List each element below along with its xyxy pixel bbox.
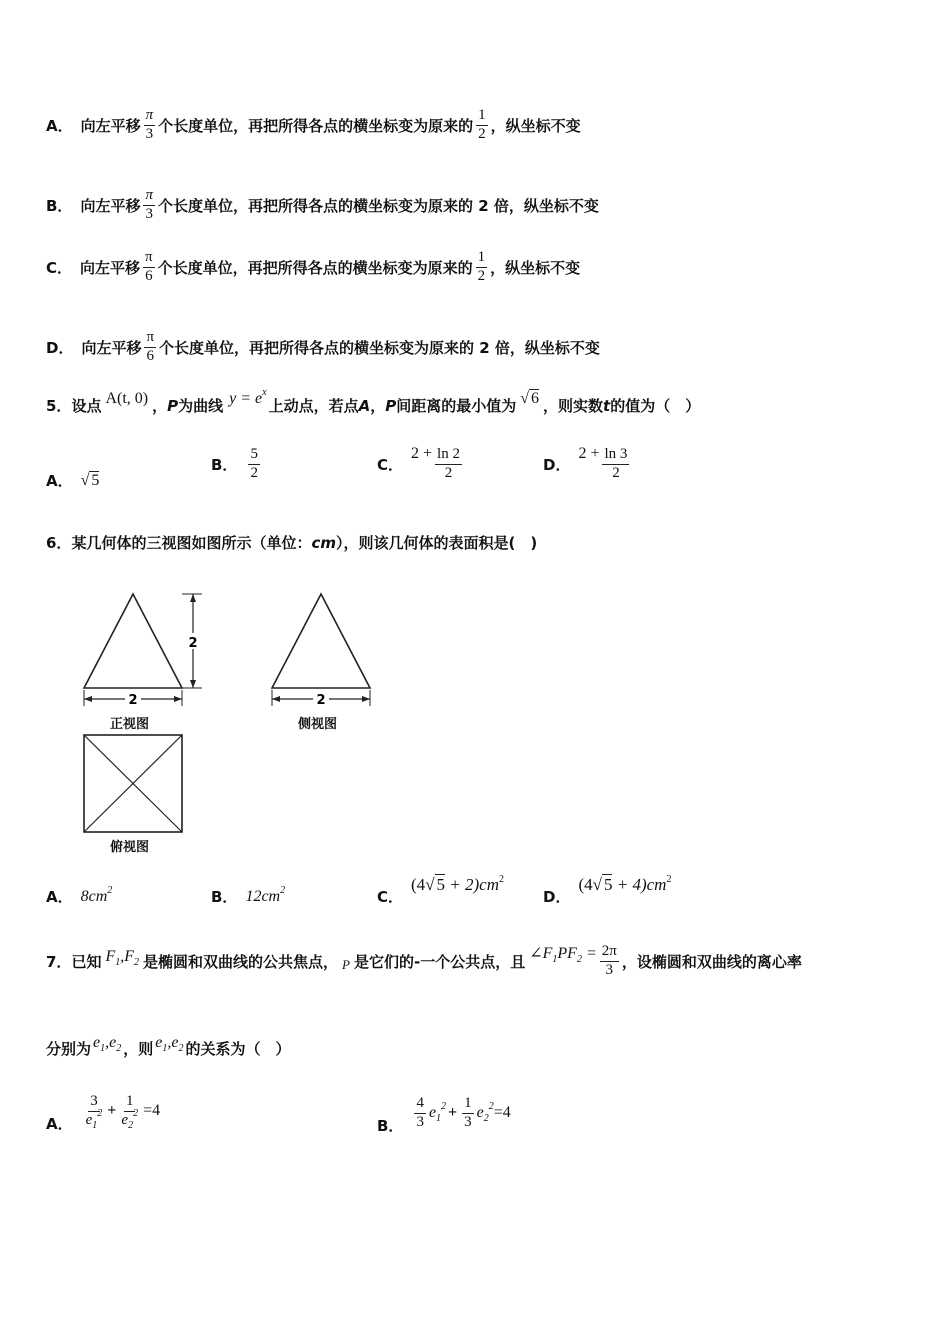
fraction: $\frac{\pi}{6}$: [145, 249, 153, 284]
arrow-right: [362, 696, 370, 702]
q7-option-a: A． $\frac{3}{e_1^2}$ + $\frac{1}{e_2^2}$ =4: [46, 1093, 161, 1133]
q7-stem-line2: 分别为 $e_1,e_2$ ，则 $e_1,e_2$ 的关系为（ ）: [46, 1033, 291, 1058]
arrow-left: [272, 696, 280, 702]
q4-option-b: B． 向左平移 $\frac{\pi}{3}$ 个长度单位，再把所得各点的横坐标变为原来的 2 倍，纵坐标不变: [46, 187, 599, 222]
q6-option-b: B． $12cm^2$: [211, 884, 286, 906]
q4-option-c: C． 向左平移 $\frac{\pi}{6}$ 个长度单位，再把所得各点的横坐标变为原来的 $\frac{1}{2}$ ，纵坐标不变: [46, 249, 581, 284]
top-view-caption: 俯视图: [110, 840, 150, 855]
front-width-label: 2: [128, 693, 138, 708]
fraction: $\frac{\pi}{3}$: [145, 107, 154, 142]
fraction: $\frac{1}{2}$: [478, 107, 486, 142]
q7-stem: 7． 已知 $F_1,F_2$ 是椭圆和双曲线的公共焦点， P 是它们的-一个公共点，且 $\angle F_1PF_2$ = $\frac{2\pi}{3}$ ，设椭圆和双曲线的离心率: [46, 943, 802, 978]
q5-option-c: C． 2 + $\frac{\ln 2}{2}$: [377, 445, 460, 481]
fraction: $\frac{1}{2}$: [477, 249, 486, 284]
side-view-triangle: [272, 594, 370, 688]
q6-option-a: A． $8cm^2$: [46, 884, 113, 906]
front-view-triangle: [84, 594, 182, 688]
q5-option-d: D． 2 + $\frac{\ln 3}{2}$: [543, 445, 628, 481]
arrow-right: [174, 696, 182, 702]
arrow-left: [84, 696, 92, 702]
q4-option-a: A． 向左平移 $\frac{\pi}{3}$ 个长度单位，再把所得各点的横坐标变为原来的 $\frac{1}{2}$ ，纵坐标不变: [46, 107, 581, 142]
fraction: $\frac{\pi}{3}$: [145, 187, 153, 222]
side-width-label: 2: [316, 693, 326, 708]
fraction: $\frac{\pi}{6}$: [146, 329, 155, 364]
q6-option-d: D． (4√ $5 + 4)cm^2$: [543, 873, 672, 906]
q5-option-a: A． √ 5: [46, 471, 100, 490]
q7-option-b: B． $\frac{4}{3}$ $e_1^2$ + $\frac{1}{3}$ $e_2^2$ =4: [377, 1095, 511, 1135]
q6-stem: 6． 某几何体的三视图如图所示（单位： cm ），则该几何体的表面积是( ): [46, 533, 538, 552]
q5-option-b: B． $\frac{5}{2}$: [211, 446, 258, 481]
arrow-down: [190, 680, 196, 688]
arrow-up: [190, 594, 196, 602]
height-label: 2: [188, 636, 198, 651]
front-view-caption: 正视图: [110, 717, 150, 732]
side-view-caption: 侧视图: [298, 717, 338, 732]
q5-stem: 5． 设点 A(t, 0) ， P 为曲线 $y = e^x$ 上动点，若点 A ， P 间距离的最小值为 √ 6 ，则实数 t 的值为（ ）: [46, 386, 701, 415]
q4-option-d: D． 向左平移 $\frac{\pi}{6}$ 个长度单位，再把所得各点的横坐标变为原来的 2 倍，纵坐标不变: [46, 329, 600, 364]
q6-option-c: C． (4√ $5 + 2)cm^2$: [377, 873, 504, 906]
sqrt: √ 6: [520, 389, 540, 407]
